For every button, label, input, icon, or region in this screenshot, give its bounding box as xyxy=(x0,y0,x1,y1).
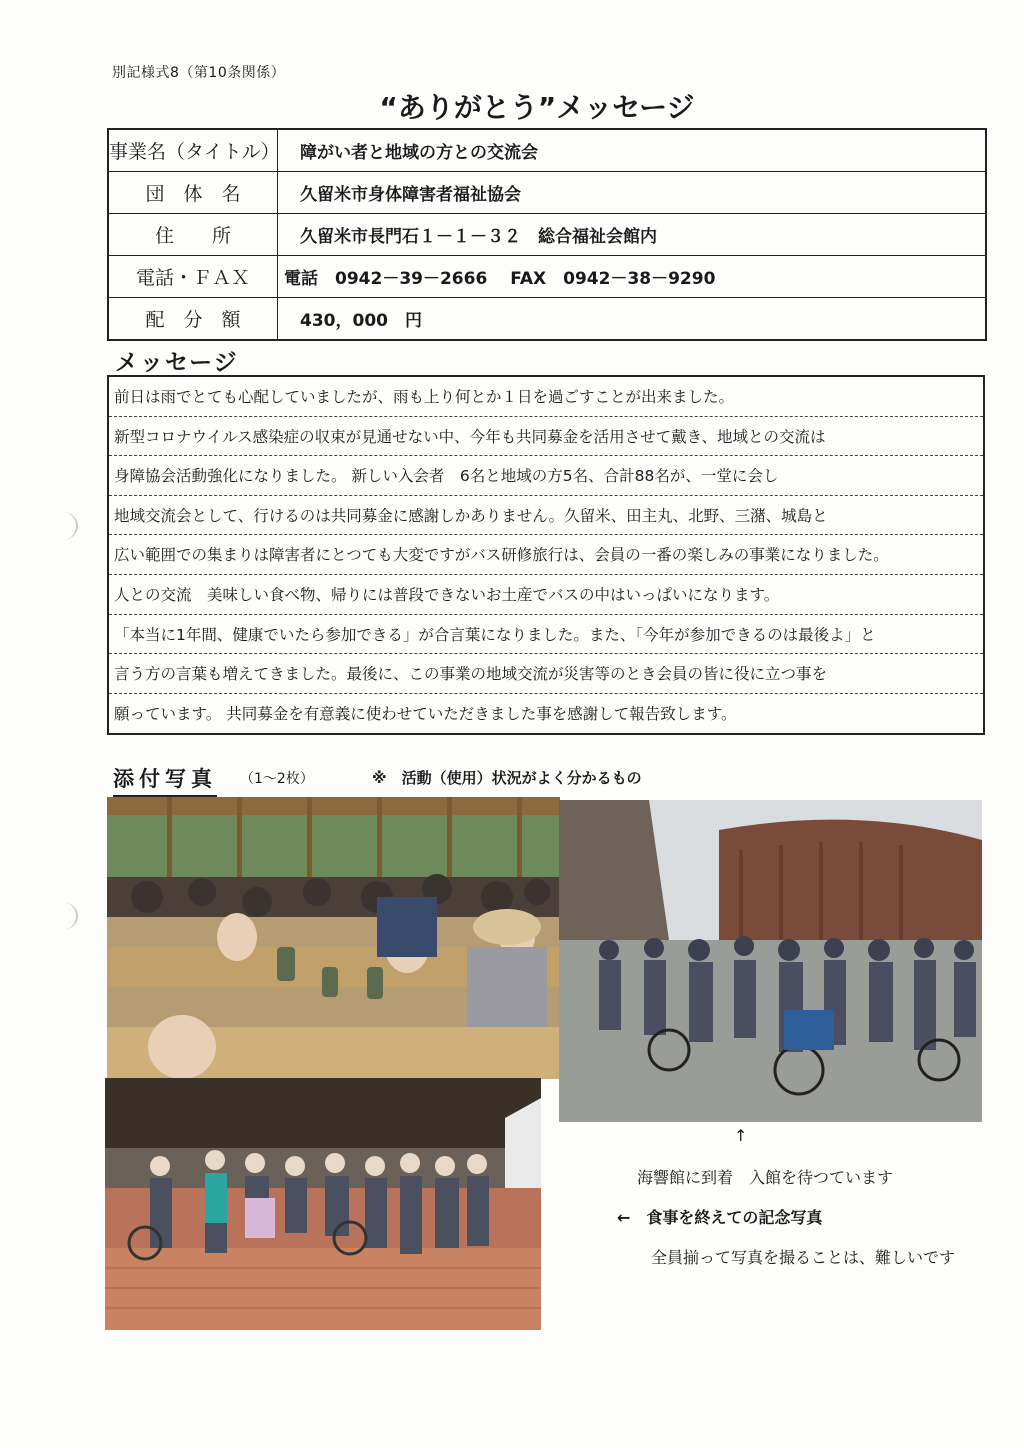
address-label: 住 所 xyxy=(108,214,278,256)
message-line: 願っています。 共同募金を有意義に使わせていただきました事を感謝して報告致します。 xyxy=(114,704,737,723)
page-title: “ありがとう”メッセージ xyxy=(379,91,695,124)
photos-count-note: （1〜2枚） xyxy=(240,771,314,787)
organization-value: 久留米市身体障害者福祉協会 xyxy=(278,172,987,214)
table-row xyxy=(108,298,986,341)
phone-fax-value: 電話 0942－39－2666 FAX 0942－38－9290 xyxy=(278,256,987,298)
project-name-label: 事業名（タイトル） xyxy=(108,129,278,172)
message-box xyxy=(107,375,985,735)
project-name-value: 障がい者と地域の方との交流会 xyxy=(278,129,987,172)
aquarium-arrival-photo xyxy=(559,800,982,1122)
dining-hall-photo xyxy=(107,797,560,1079)
message-line: 前日は雨でとても心配していましたが、雨も上り何とか１日を過ごすことが出来ました。 xyxy=(109,377,983,417)
info-table xyxy=(107,128,987,341)
table-row xyxy=(108,172,986,214)
message-heading: メッセージ xyxy=(115,350,239,376)
message-line: 「本当に1年間、健康でいたら参加できる」が合言葉になりました。また、「今年が参加できるのは最後よ」と xyxy=(109,615,983,655)
allocation-label: 配 分 額 xyxy=(108,298,278,341)
message-line: 広い範囲での集まりは障害者にとつても大変ですがバス研修旅行は、会員の一番の楽しみの事業になりました。 xyxy=(109,535,983,575)
group-photo xyxy=(105,1078,541,1330)
photos-instruction-note: ※ 活動（使用）状況がよく分かるもの xyxy=(372,769,642,787)
message-line: 地域交流会として、行けるのは共同募金に感謝しかありません。久留米、田主丸、北野、三潴、城島と xyxy=(109,496,983,536)
message-line: 身障協会活動強化になりました。 新しい入会者 6名と地域の方5名、合計88名が、一堂に会し xyxy=(109,456,983,496)
group-photo-caption: ← 食事を終えての記念写真 xyxy=(617,1208,823,1227)
form-number-note: 別記様式8（第10条関係） xyxy=(112,65,286,81)
table-row xyxy=(108,214,986,256)
aquarium-caption: 海響館に到着 入館を待つています xyxy=(637,1168,894,1187)
message-line: 新型コロナウイルス感染症の収束が見通せない中、今年も共同募金を活用させて戴き、地域との交流は xyxy=(109,417,983,457)
table-row xyxy=(108,256,986,298)
organization-label: 団 体 名 xyxy=(108,172,278,214)
allocation-value: 430，000 円 xyxy=(278,298,987,341)
punch-hole-mark xyxy=(48,902,78,930)
arrow-up-icon: ↑ xyxy=(734,1126,748,1145)
address-value: 久留米市長門石１－１－３２ 総合福祉会館内 xyxy=(278,214,987,256)
photos-heading: 添付写真 xyxy=(113,763,217,797)
group-photo-subcaption: 全員揃って写真を撮ることは、難しいです xyxy=(651,1248,956,1267)
phone-fax-label: 電話・ＦＡＸ xyxy=(108,256,278,298)
message-line: 人との交流 美味しい食べ物、帰りには普段できないお土産でバスの中はいっぱいになります。 xyxy=(109,575,983,615)
table-row xyxy=(108,129,986,172)
message-line: 言う方の言葉も増えてきました。最後に、この事業の地域交流が災害等のとき会員の皆に役に立つ事を xyxy=(109,654,983,694)
punch-hole-mark xyxy=(48,512,78,540)
